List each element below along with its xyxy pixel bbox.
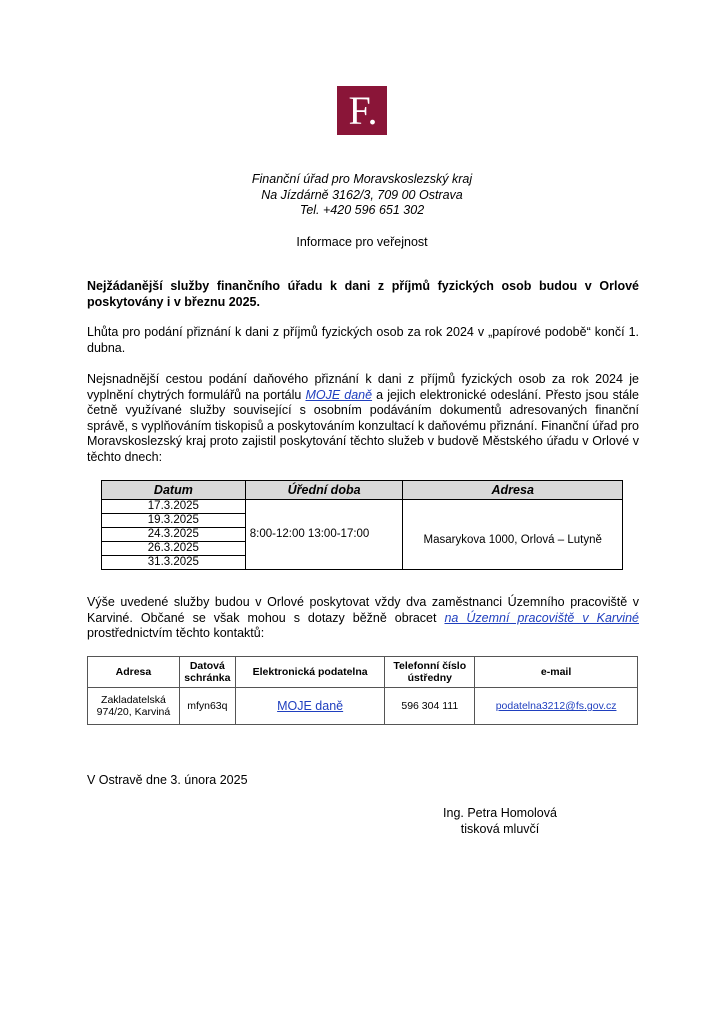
date-cell: 31.3.2025 bbox=[102, 556, 246, 570]
karvina-office-link[interactable]: na Územní pracoviště v Karviné bbox=[444, 610, 639, 625]
office-phone: Tel. +420 596 651 302 bbox=[299, 203, 425, 217]
services-text-end: a jejich elektronické odeslání. Přesto jsou stále četně využívané služby související s osobním podáváním dokumentů adresovaných finanční správě, s vyplňováním tiskopisů a poskytováním konzultací k daňovému přiznání. Finanční úřad pro Moravskoslezský kraj proto zajistil poskytování těchto služeb v budově Městského úřadu v Orlové v těchto dnech: bbox=[87, 387, 640, 464]
date-cell: 19.3.2025 bbox=[102, 514, 246, 528]
office-name: Finanční úřad pro Moravskoslezský kraj bbox=[251, 172, 473, 186]
deadline-paragraph: Lhůta pro podání přiznání k dani z příjmů fyzických osob za rok 2024 v „papírové podobě“ končí 1. dubna. bbox=[87, 325, 639, 355]
contact-phone: 596 304 111 bbox=[385, 688, 475, 725]
office-address: Na Jízdárně 3162/3, 709 00 Ostrava bbox=[261, 187, 463, 202]
press-headline: Nejžádanější služby finančního úřadu k dani z příjmů fyzických osob budou v Orlové poskytovány i v březnu 2025. bbox=[87, 279, 639, 309]
contacts-text-end: prostřednictvím těchto kontaktů: bbox=[87, 626, 265, 640]
contact-portal-cell bbox=[235, 688, 385, 725]
contact-databox: mfyn63q bbox=[179, 688, 235, 725]
signature-role: tisková mluvčí bbox=[460, 821, 540, 836]
date-cell: 24.3.2025 bbox=[102, 528, 246, 542]
header-datum: Datum bbox=[102, 481, 246, 500]
contact-portal-link[interactable]: MOJE daně bbox=[277, 699, 344, 713]
financni-sprava-logo: F. bbox=[337, 86, 387, 135]
header-adresa: Adresa bbox=[403, 481, 623, 500]
date-line: V Ostravě dne 3. února 2025 bbox=[87, 773, 248, 787]
contacts-header-adresa: Adresa bbox=[88, 657, 180, 688]
services-paragraph bbox=[87, 372, 639, 465]
moje-dane-link[interactable]: MOJE daně bbox=[305, 387, 373, 402]
office-header bbox=[0, 172, 724, 219]
contacts-text-start: Výše uvedené služby budou v Orlové poskytovat vždy dva zaměstnanci Územního pracoviště v Karviné. Občané se však mohou s dotazy běžně obracet bbox=[87, 595, 639, 625]
hours-cell: 8:00-12:00 13:00-17:00 bbox=[245, 500, 403, 570]
contacts-paragraph bbox=[87, 595, 639, 642]
contact-email-cell bbox=[475, 688, 638, 725]
date-cell: 26.3.2025 bbox=[102, 542, 246, 556]
header-uredni-doba: Úřední doba bbox=[245, 481, 403, 500]
contacts-table bbox=[87, 656, 638, 725]
services-text-start: Nejsnadnější cestou podání daňového přiznání k dani z příjmů fyzických osob za rok 2024 je vyplnění chytrých formulářů na portálu bbox=[87, 372, 639, 402]
info-label: Informace pro veřejnost bbox=[296, 235, 428, 249]
date-cell: 17.3.2025 bbox=[102, 500, 246, 514]
contact-address: Zakladatelská 974/20, Karviná bbox=[88, 688, 180, 725]
contacts-header-datova-schranka: Datová schránka bbox=[179, 657, 235, 688]
contacts-header-telefon: Telefonní číslo ústředny bbox=[385, 657, 475, 688]
contacts-header-podatelna: Elektronická podatelna bbox=[235, 657, 385, 688]
signature-block bbox=[440, 806, 560, 837]
signature-name: Ing. Petra Homolová bbox=[443, 806, 557, 820]
contact-email-link[interactable]: podatelna3212@fs.gov.cz bbox=[495, 700, 617, 712]
address-cell: Masarykova 1000, Orlová – Lutyně bbox=[403, 500, 623, 570]
contacts-header-email: e-mail bbox=[475, 657, 638, 688]
office-hours-table bbox=[101, 480, 623, 570]
